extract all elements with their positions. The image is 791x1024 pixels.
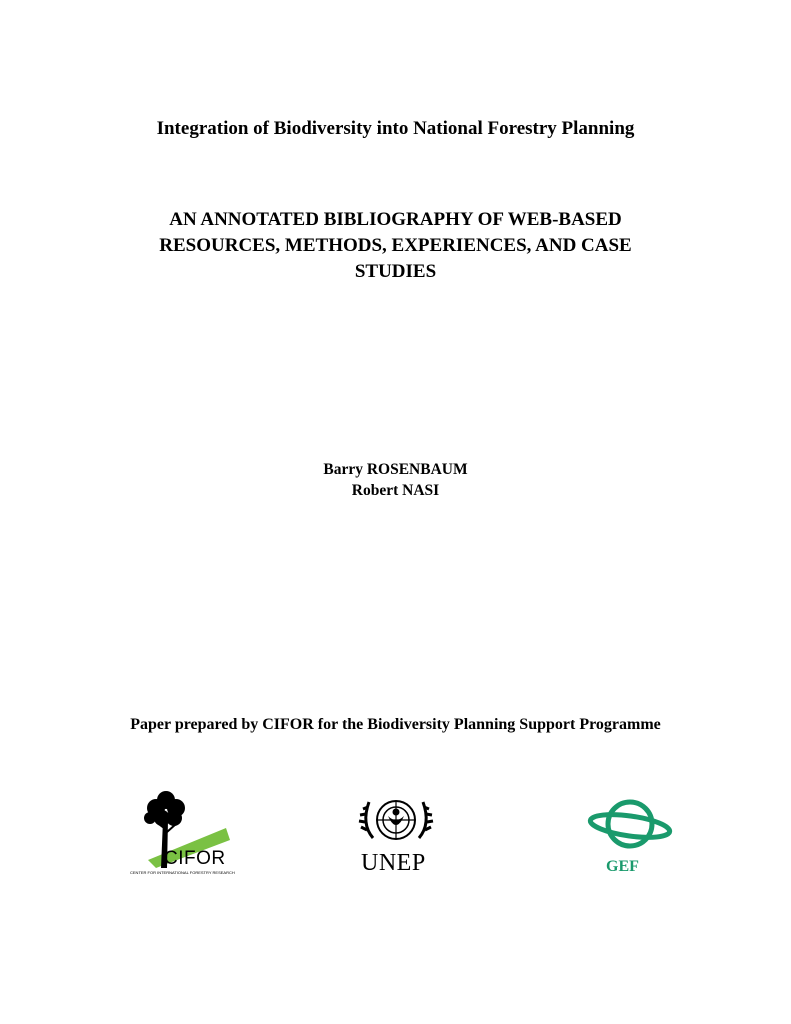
authors	[0, 459, 791, 501]
gef-wordmark: GEF	[606, 858, 639, 875]
prepared-by-statement: Paper prepared by CIFOR for the Biodiversity Planning Support Programme	[130, 716, 661, 733]
author-1: Barry ROSENBAUM	[323, 461, 468, 478]
series-title: Integration of Biodiversity into National Forestry Planning	[156, 118, 635, 139]
cifor-subtext: CENTER FOR INTERNATIONAL FORESTRY RESEARCH	[130, 870, 235, 875]
document-title	[0, 207, 791, 285]
author-2: Robert NASI	[351, 482, 440, 499]
gef-logo	[586, 796, 674, 876]
unep-logo	[355, 790, 437, 876]
unep-wordmark: UNEP	[361, 850, 426, 876]
cifor-logo	[126, 788, 236, 880]
title-line-3: STUDIES	[354, 261, 437, 282]
title-line-2: RESOURCES, METHODS, EXPERIENCES, AND CASE	[159, 235, 632, 256]
title-line-1: AN ANNOTATED BIBLIOGRAPHY OF WEB-BASED	[169, 209, 622, 230]
un-emblem-icon	[355, 790, 437, 852]
gef-globe-icon	[586, 796, 674, 858]
cifor-wordmark: CIFOR	[164, 848, 226, 869]
